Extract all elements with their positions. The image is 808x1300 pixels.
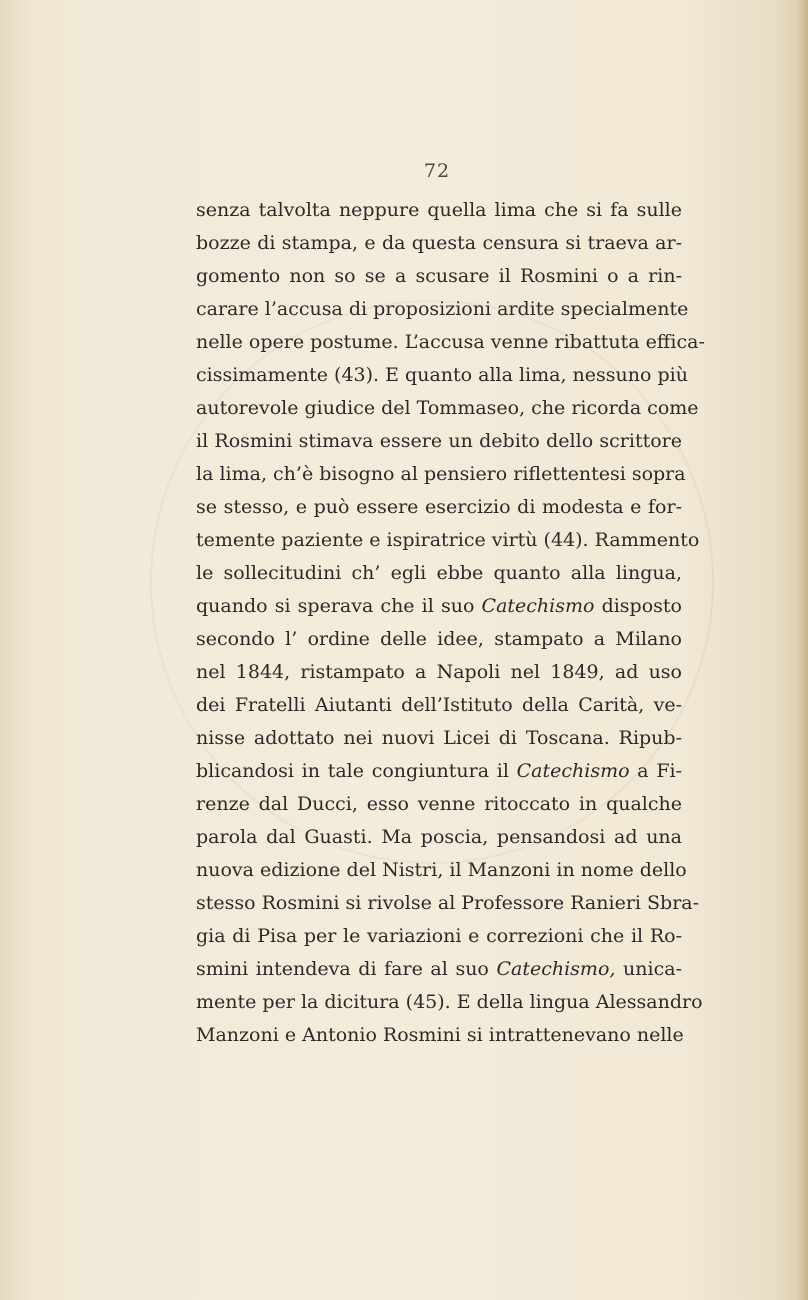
text-line: nel 1844, ristampato a Napoli nel 1849, ad uso [196,661,682,683]
text-line: le sollecitudini ch’ egli ebbe quanto alla lingua, [196,562,682,584]
text-line: bozze di stampa, e da questa censura si traeva ar- [196,232,682,254]
text-line: nisse adottato nei nuovi Licei di Toscana. Ripub- [196,727,682,749]
text-line: quando si sperava che il suo Catechismo disposto [196,595,682,617]
text-line: la lima, ch’è bisogno al pensiero riflettentesi sopra [196,463,686,485]
text-line: cissimamente (43). E quanto alla lima, nessuno più [196,364,688,386]
text-line: nuova edizione del Nistri, il Manzoni in nome dello [196,859,687,881]
text-line: nelle opere postume. L’accusa venne ribattuta effica- [196,331,705,353]
text-line: stesso Rosmini si rivolse al Professore Ranieri Sbra- [196,892,700,914]
text-line: dei Fratelli Aiutanti dell’Istituto della Carità, ve- [196,694,682,716]
page-number: 72 [423,160,451,182]
page-edge-shadow [798,0,808,1300]
italic-title: Catechismo [481,595,595,617]
text-line: parola dal Guasti. Ma poscia, pensandosi ad una [196,826,682,848]
text-line: secondo l’ ordine delle idee, stampato a Milano [196,628,682,650]
italic-title: Catechismo [516,760,630,782]
text-line: renze dal Ducci, esso venne ritoccato in qualche [196,793,682,815]
text-line: il Rosmini stimava essere un debito dello scrittore [196,430,682,452]
text-line: temente paziente e ispiratrice virtù (44). Rammento [196,529,700,551]
text-line: autorevole giudice del Tommaseo, che ricorda come [196,397,699,419]
text-line: blicandosi in tale congiuntura il Catechismo a Fi- [196,760,682,782]
text-line: carare l’accusa di proposizioni ardite specialmente [196,298,689,320]
body-text [196,194,705,1052]
text-line: se stesso, e può essere esercizio di modesta e for- [196,496,682,518]
text-line: gomento non so se a scusare il Rosmini o a rin- [196,265,682,287]
text-line: senza talvolta neppure quella lima che si fa sulle [196,199,682,221]
italic-title: Catechismo, [496,958,616,980]
text-line: gia di Pisa per le variazioni e correzioni che il Ro- [196,925,682,947]
text-line: Manzoni e Antonio Rosmini si intrattenevano nelle [196,1024,684,1046]
text-line: smini intendeva di fare al suo Catechismo, unica- [196,958,682,980]
text-line: mente per la dicitura (45). E della lingua Alessandro [196,991,703,1013]
